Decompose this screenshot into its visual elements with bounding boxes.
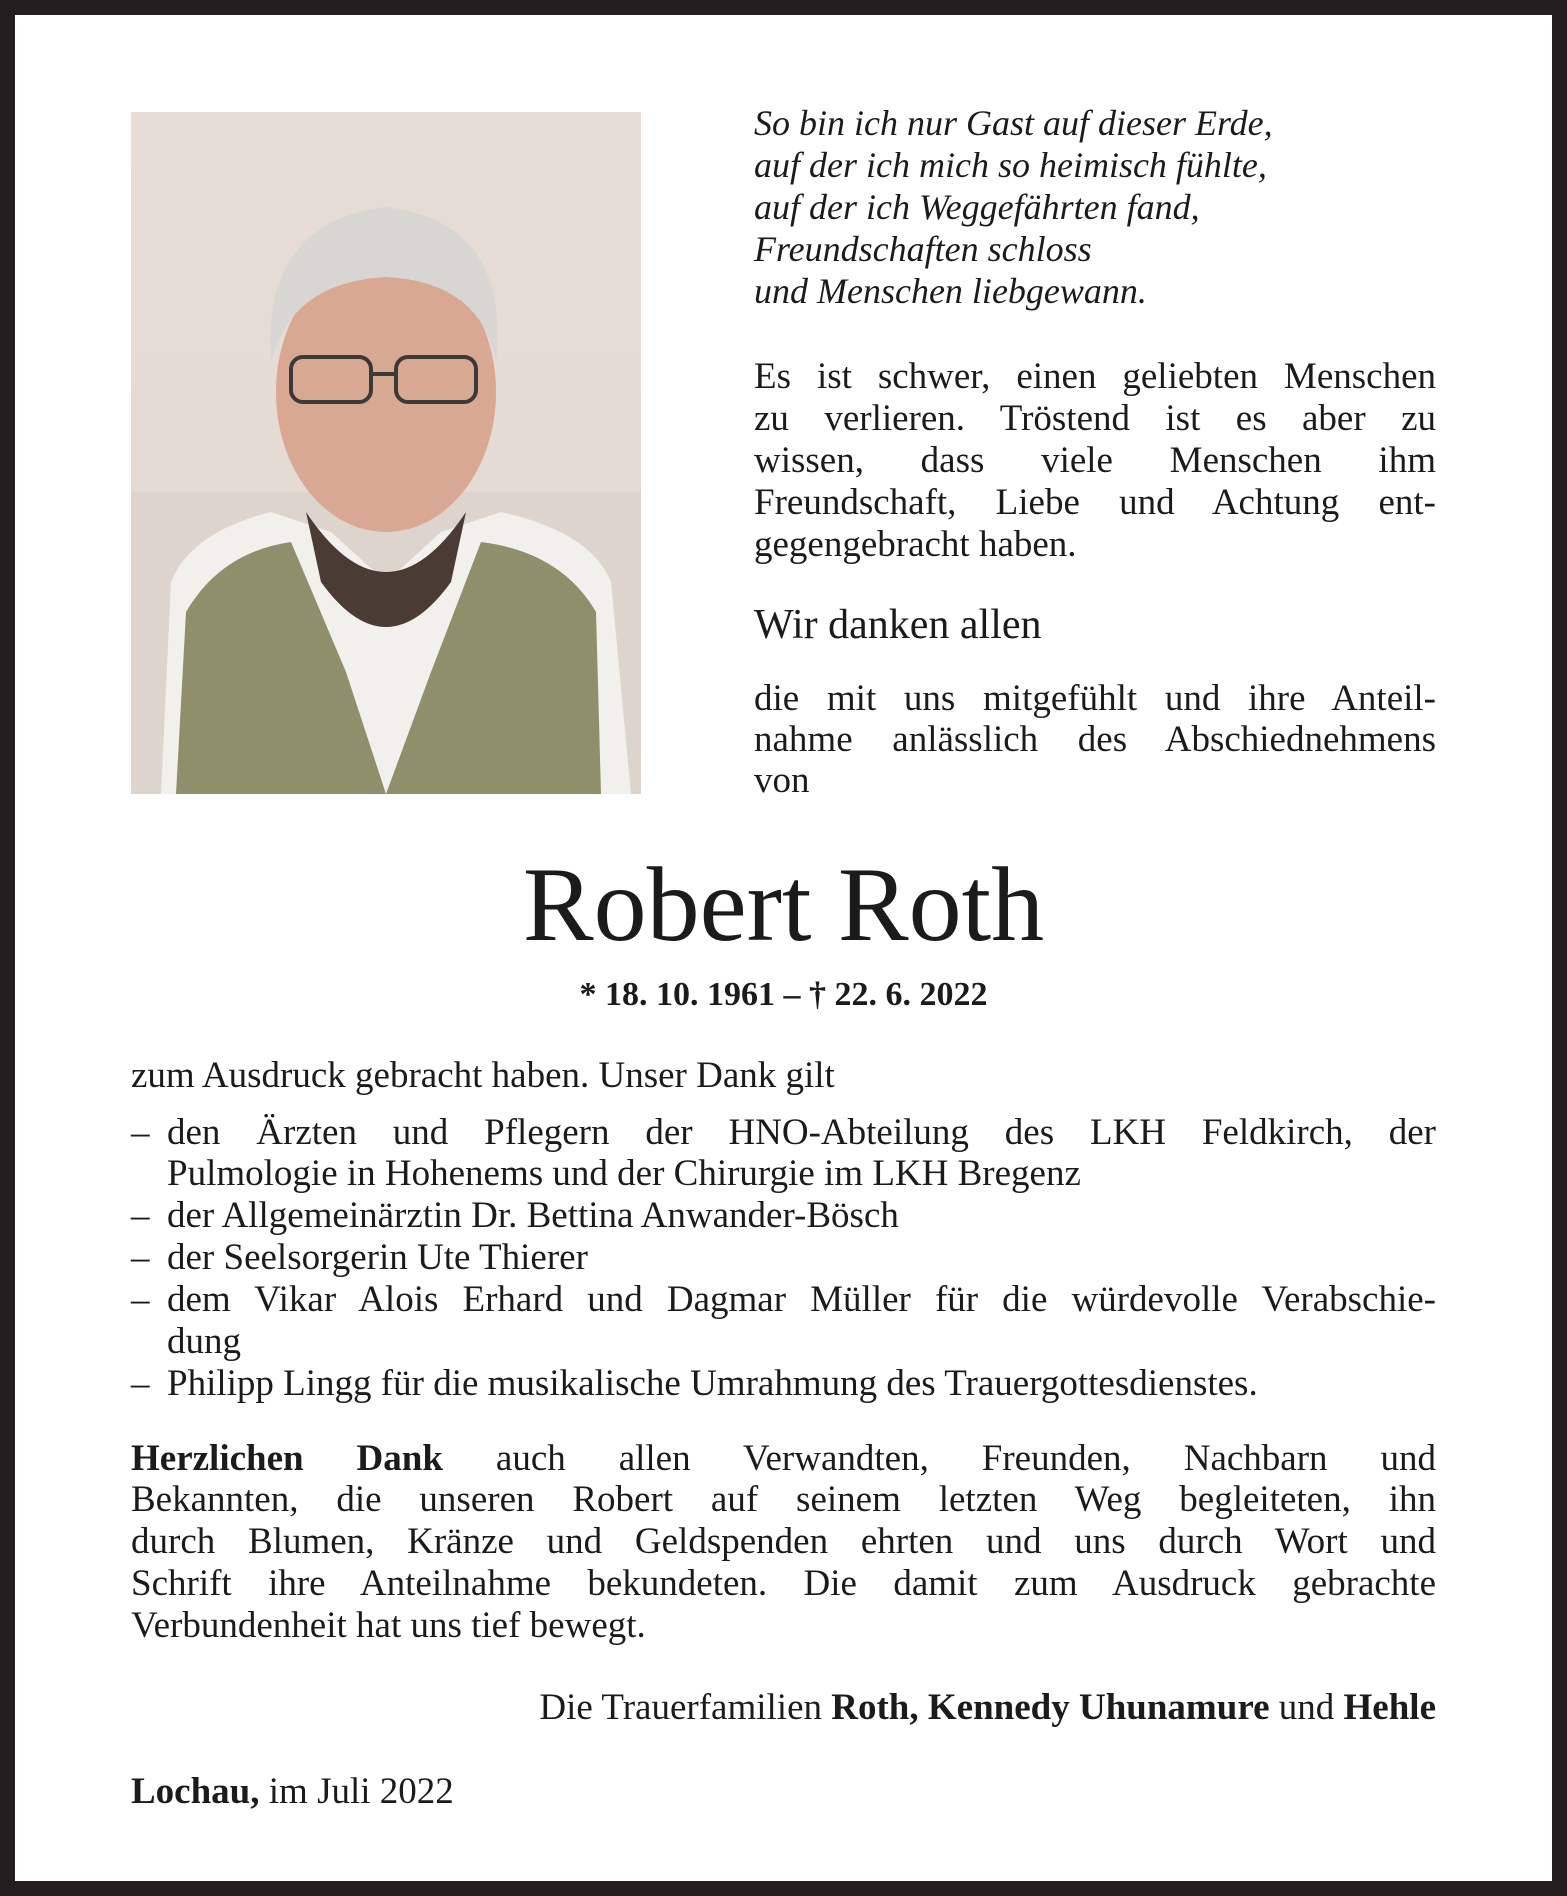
list-item: Philipp Lingg für die musikalische Umrahmung des Trauergottesdienstes. xyxy=(167,1363,1258,1404)
poem-line: auf der ich mich so heimisch fühlte, xyxy=(754,145,1267,185)
intro-line: Es ist schwer, einen geliebten Menschen xyxy=(754,356,1436,397)
poem-line: Freundschaften schloss xyxy=(754,229,1092,269)
thanks-line: die mit uns mitgefühlt und ihre Anteil- xyxy=(754,678,1436,719)
dash: – xyxy=(131,1112,150,1153)
poem-line: und Menschen liebgewann. xyxy=(754,271,1147,311)
dash: – xyxy=(131,1363,150,1404)
closing-line: durch Blumen, Kränze und Geldspenden ehrten und uns durch Wort und xyxy=(131,1521,1436,1562)
list-item: der Seelsorgerin Ute Thierer xyxy=(167,1237,588,1278)
life-dates: * 18. 10. 1961 – † 22. 6. 2022 xyxy=(579,976,988,1013)
list-item: den Ärzten und Pflegern der HNO-Abteilung des LKH Feldkirch, der xyxy=(167,1112,1436,1153)
dash: – xyxy=(131,1279,150,1320)
poem-line: auf der ich Weggefährten fand, xyxy=(754,187,1200,227)
family-name: Hehle xyxy=(1343,1687,1436,1728)
list-item: dem Vikar Alois Erhard und Dagmar Müller für die würdevolle Verabschie- xyxy=(167,1279,1436,1320)
closing-rest: auch allen Verwandten, Freunden, Nachbarn und xyxy=(495,1438,1436,1479)
intro-line: wissen, dass viele Menschen ihm xyxy=(754,440,1436,481)
signature-prefix: Die Trauerfamilien xyxy=(539,1687,822,1728)
portrait-image xyxy=(131,112,641,794)
body-intro: zum Ausdruck gebracht haben. Unser Dank gilt xyxy=(131,1055,835,1096)
closing-line xyxy=(131,1438,1436,1480)
family-names: Roth, Kennedy Uhunamure xyxy=(831,1687,1270,1728)
thanks-line: von xyxy=(754,760,810,801)
thanks-heading: Wir danken allen xyxy=(754,602,1042,648)
list-item-cont: dung xyxy=(167,1321,241,1362)
portrait-photo xyxy=(131,112,641,794)
place: Lochau, xyxy=(131,1771,260,1812)
closing-line: Schrift ihre Anteilnahme bekundeten. Die damit zum Ausdruck gebrachte xyxy=(131,1563,1436,1604)
signature-and: und xyxy=(1278,1687,1335,1728)
poem-line: So bin ich nur Gast auf dieser Erde, xyxy=(754,103,1273,143)
date: im Juli 2022 xyxy=(268,1771,454,1812)
intro-line: Freundschaft, Liebe und Achtung ent- xyxy=(754,482,1436,523)
list-item-cont: Pulmologie in Hohenems und der Chirurgie im LKH Bregenz xyxy=(167,1153,1081,1194)
signature xyxy=(539,1687,1436,1729)
thanks-line: nahme anlässlich des Abschiednehmens xyxy=(754,719,1436,760)
deceased-name: Robert Roth xyxy=(522,846,1045,963)
dash: – xyxy=(131,1237,150,1278)
place-date xyxy=(131,1771,454,1813)
intro-line: zu verlieren. Tröstend ist es aber zu xyxy=(754,398,1436,439)
closing-line: Verbundenheit hat uns tief bewegt. xyxy=(131,1605,646,1646)
intro-line: gegengebracht haben. xyxy=(754,524,1077,565)
list-item: der Allgemeinärztin Dr. Bettina Anwander-Bösch xyxy=(167,1195,899,1236)
closing-line: Bekannten, die unseren Robert auf seinem letzten Weg begleiteten, ihn xyxy=(131,1479,1436,1520)
closing-bold: Herzlichen Dank xyxy=(131,1438,443,1479)
dash: – xyxy=(131,1195,150,1236)
